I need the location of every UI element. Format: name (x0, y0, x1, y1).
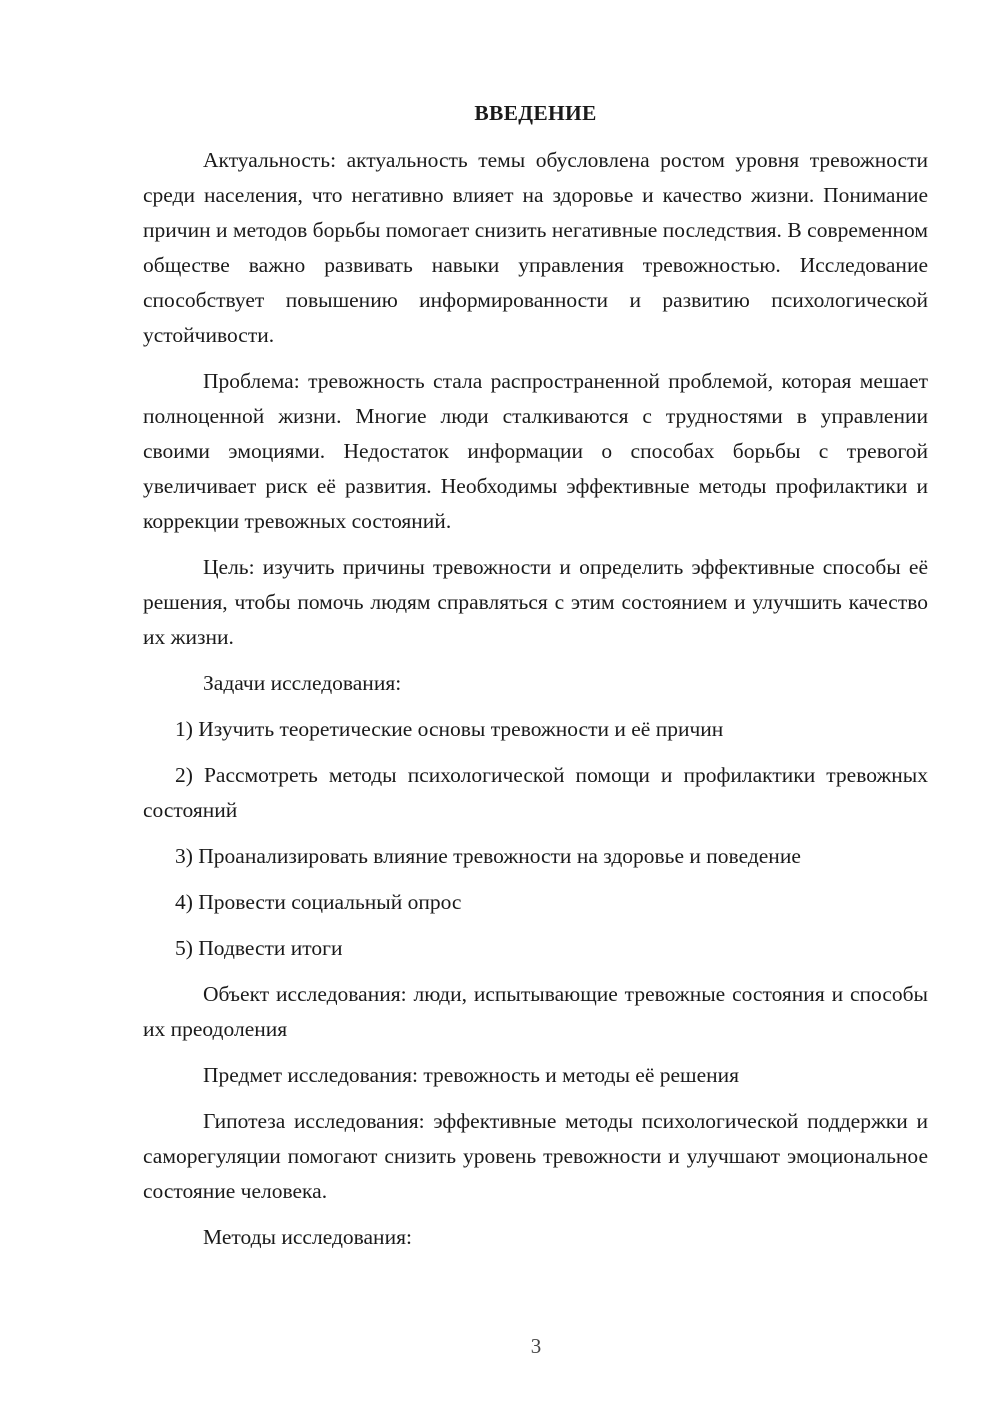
tasks-label: Задачи исследования: (203, 671, 402, 695)
problem-paragraph: Проблема: тревожность стала распространенной проблемой, которая мешает полноценной жизни. Многие люди сталкиваются с трудностями в управлении своими эмоциями. Недостаток информации о способах борьбы с тревогой увеличивает риск её развития. Необходимы эффективные методы профилактики и коррекции тревожных состояний. (143, 369, 928, 533)
task-item: 5) Подвести итоги (175, 936, 343, 960)
methods-label: Методы исследования: (203, 1225, 412, 1249)
object-paragraph: Объект исследования: люди, испытывающие тревожные состояния и способы их преодоления (143, 982, 928, 1041)
section-heading: ВВЕДЕНИЕ (474, 101, 597, 125)
document-page (143, 96, 928, 1266)
task-item: 2) Рассмотреть методы психологической помощи и профилактики тревожных состояний (143, 763, 928, 822)
task-item: 4) Провести социальный опрос (175, 890, 462, 914)
subject-paragraph: Предмет исследования: тревожность и методы её решения (203, 1063, 740, 1087)
relevance-paragraph: Актуальность: актуальность темы обусловлена ростом уровня тревожности среди населения, что негативно влияет на здоровье и качество жизни. Понимание причин и методов борьбы помогает снизить негативные последствия. В современном обществе важно развивать навыки управления тревожностью. Исследование способствует повышению информированности и развитию психологической устойчивости. (143, 148, 928, 347)
hypothesis-paragraph: Гипотеза исследования: эффективные методы психологической поддержки и саморегуляции помогают снизить уровень тревожности и улучшают эмоциональное состояние человека. (143, 1109, 928, 1203)
page-number: 3 (530, 1334, 542, 1358)
task-item: 1) Изучить теоретические основы тревожности и её причин (175, 717, 724, 741)
goal-paragraph: Цель: изучить причины тревожности и определить эффективные способы её решения, чтобы помочь людям справляться с этим состоянием и улучшить качество их жизни. (143, 555, 928, 649)
task-item: 3) Проанализировать влияние тревожности на здоровье и поведение (175, 844, 801, 868)
